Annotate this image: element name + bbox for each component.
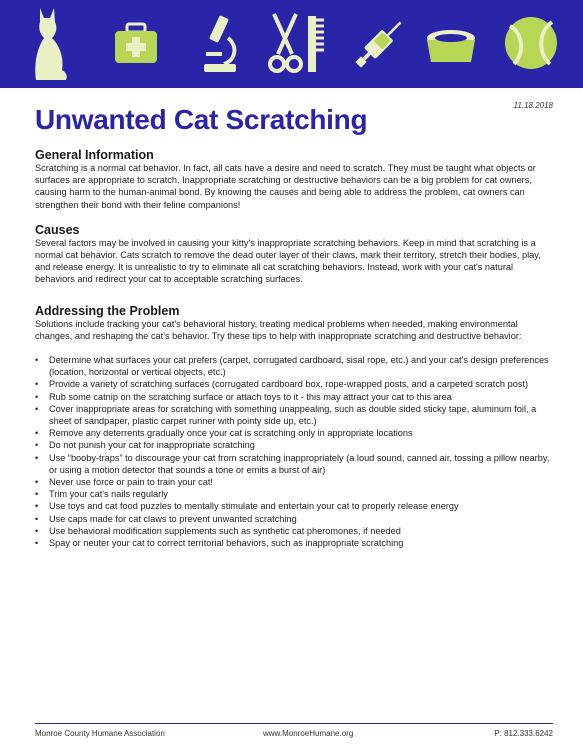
section-paragraph: Several factors may be involved in causing your kitty's inappropriate scratching behaviors. Keep in mind that scratching is a normal cat behavior. Cats scratch to remove the dead outer layer of their claws, mark their territory, stretch their bodies, play, and release energy. It is unrealistic to try to eliminate all cat scratching behaviors. Instead, work with your cat's natural behaviors and redirect your cat to acceptable scratching surfaces. <box>35 237 541 285</box>
document-date: 11.18.2018 <box>513 101 553 110</box>
tips-list <box>35 354 553 549</box>
footer-organization: Monroe County Humane Association <box>35 729 165 738</box>
page-footer <box>35 723 553 738</box>
footer-website: www.MonroeHumane.org <box>263 729 354 738</box>
list-item: • Remove any deterrents gradually once your cat is scratching only in appropriate locations <box>49 427 553 439</box>
section-causes <box>35 223 553 286</box>
section-addressing-the-problem <box>35 304 553 550</box>
page-title: Unwanted Cat Scratching <box>35 104 368 135</box>
list-item: • Spay or neuter your cat to correct territorial behaviors, such as inappropriate scratching <box>49 537 553 549</box>
section-general-information <box>35 148 553 211</box>
list-item: • Use caps made for cat claws to prevent unwanted scratching <box>49 513 553 525</box>
pet-bowl-icon <box>423 28 479 68</box>
section-heading: General Information <box>35 148 154 162</box>
list-item: • Use “booby-traps” to discourage your cat from scratching inappropriately (a loud sound, canned air, tossing a pillow nearby, or using a motion detector that sounds a tone or emits a burst of air) <box>49 452 553 476</box>
footer-phone: P: 812.333.6242 <box>494 729 553 738</box>
section-heading: Causes <box>35 222 80 237</box>
list-item: • Cover inappropriate areas for scratching with something unappealing, such as double sided sticky tape, aluminum foil, a sheet of sandpaper, plastic carpet runner with pointy side up, etc.) <box>49 403 553 427</box>
syringe-icon <box>348 14 408 76</box>
list-item: • Do not punish your cat for inappropriate scratching <box>49 439 553 451</box>
cat-silhouette-icon <box>30 6 70 84</box>
scissors-comb-icon <box>268 12 328 76</box>
list-item: • Rub some catnip on the scratching surface or attach toys to it - this may attract your cat to this area <box>49 391 553 403</box>
list-item: • Use toys and cat food puzzles to mentally stimulate and entertain your cat to properly release energy <box>49 500 553 512</box>
section-paragraph: Scratching is a normal cat behavior. In fact, all cats have a desire and need to scratch. They must be taught what objects or surfaces are appropriate to scratch. Inappropriate scratching or destructive behaviors can be a big problem for cat owners, causing harm to the human-animal bond. By knowing the causes and being able to address the problem, cat owners can strengthen their bond with their feline companions! <box>35 163 536 210</box>
list-item: • Trim your cat's nails regularly <box>49 488 553 500</box>
section-heading: Addressing the Problem <box>35 303 180 318</box>
first-aid-kit-icon <box>113 22 159 66</box>
header-banner <box>0 0 583 88</box>
section-paragraph: Solutions include tracking your cat's behavioral history, treating medical problems when needed, making environmental changes, and reshaping the cat's behavior. Try these tips to help with inappropriate scratching and destructive behavior: <box>35 318 522 341</box>
list-item: • Never use force or pain to train your cat! <box>49 476 553 488</box>
list-item: • Determine what surfaces your cat prefers (carpet, corrugated cardboard, sisal rope, etc.) and your cat's design preferences (location, horizontal or vertical objects, etc.) <box>49 354 553 378</box>
microscope-icon <box>200 14 240 76</box>
list-item: • Provide a variety of scratching surfaces (corrugated cardboard box, rope-wrapped posts, and a carpeted scratch post) <box>49 378 553 390</box>
tennis-ball-icon <box>502 14 560 72</box>
list-item: • Use behavioral modification supplements such as synthetic cat pheromones, if needed <box>49 525 553 537</box>
document-body <box>35 148 553 561</box>
